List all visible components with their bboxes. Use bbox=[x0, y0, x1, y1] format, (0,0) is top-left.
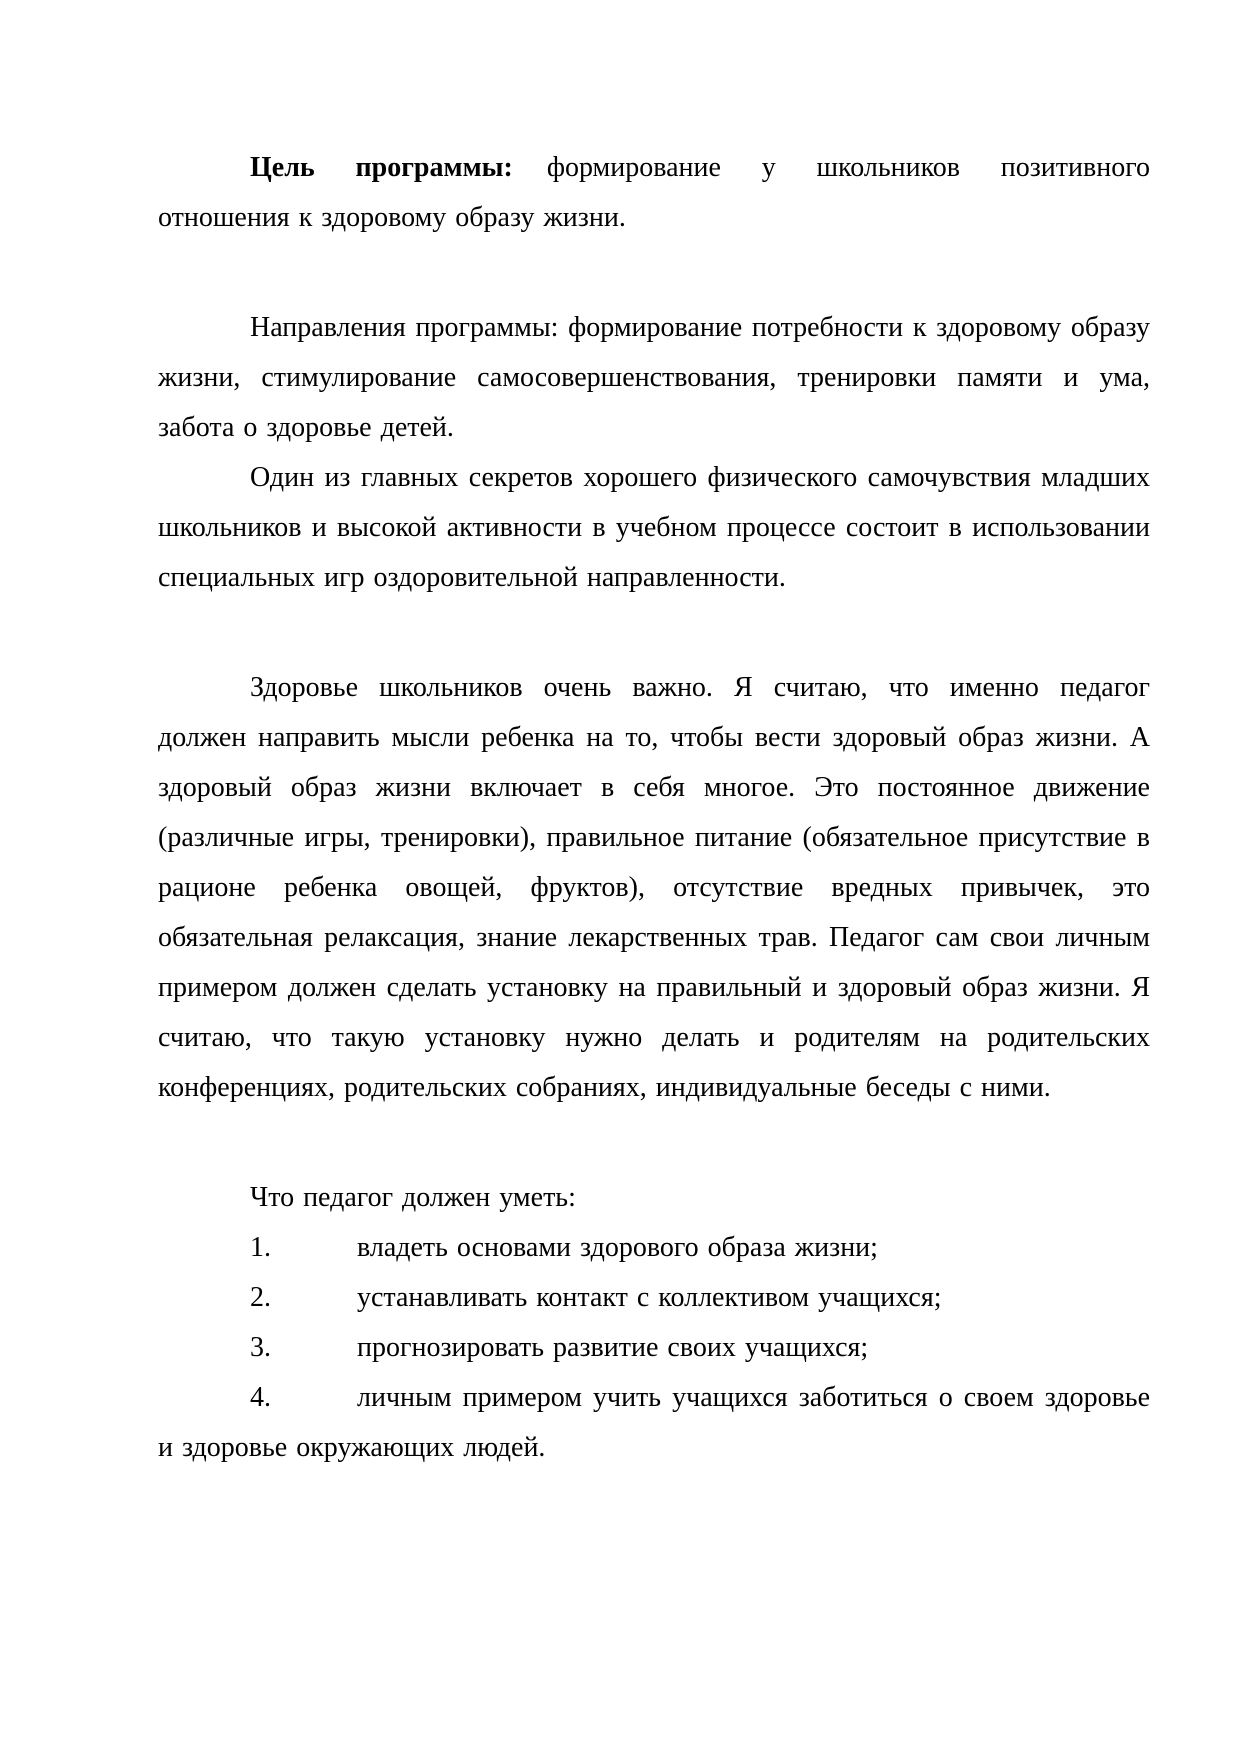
document-content bbox=[158, 143, 1150, 1473]
list-text: личным примером учить учащихся заботиться о своем здоровье и здоровье окружающих людей. bbox=[158, 1382, 1150, 1463]
list-number: 1. bbox=[250, 1232, 271, 1263]
list-text: устанавливать контакт с коллективом учащихся; bbox=[357, 1282, 942, 1313]
list-number: 4. bbox=[250, 1382, 271, 1413]
paragraph-secret: Один из главных секретов хорошего физического самочувствия младших школьников и высокой активности в учебном процессе состоит в использовании специальных игр оздоровительной направленности. bbox=[158, 462, 1150, 593]
list-number: 2. bbox=[250, 1282, 271, 1313]
list-number: 3. bbox=[250, 1332, 271, 1363]
list-text: прогнозировать развитие своих учащихся; bbox=[357, 1332, 869, 1363]
list-item-4 bbox=[158, 1373, 1150, 1473]
goal-lead-bold: Цель программы: bbox=[250, 152, 513, 183]
list-item-3 bbox=[158, 1323, 1150, 1373]
paragraph-directions: Направления программы: формирование потребности к здоровому образу жизни, стимулирование самосовершенствования, тренировки памяти и ума, забота о здоровье детей. bbox=[158, 312, 1150, 443]
list-item-1 bbox=[158, 1223, 1150, 1273]
list-item-2 bbox=[158, 1273, 1150, 1323]
skills-heading: Что педагог должен уметь: bbox=[250, 1182, 576, 1213]
goal-text: формирование у школьников позитивного отношения к здоровому образу жизни. bbox=[158, 152, 1150, 233]
paragraph-health: Здоровье школьников очень важно. Я считаю, что именно педагог должен направить мысли ребенка на то, чтобы вести здоровый образ жизни. А здоровый образ жизни включает в себя многое. Это постоянное движение (различные игры, тренировки), правильное питание (обязательное присутствие в рационе ребенка овощей, фруктов), отсутствие вредных привычек, это обязательная релаксация, знание лекарственных трав. Педагог сам свои личным примером должен сделать установку на правильный и здоровый образ жизни. Я считаю, что такую установку нужно делать и родителям на родительских конференциях, родительских собраниях, индивидуальные беседы с ними. bbox=[158, 672, 1150, 1103]
list-text: владеть основами здорового образа жизни; bbox=[357, 1232, 878, 1263]
paragraph-goal bbox=[158, 143, 1150, 243]
